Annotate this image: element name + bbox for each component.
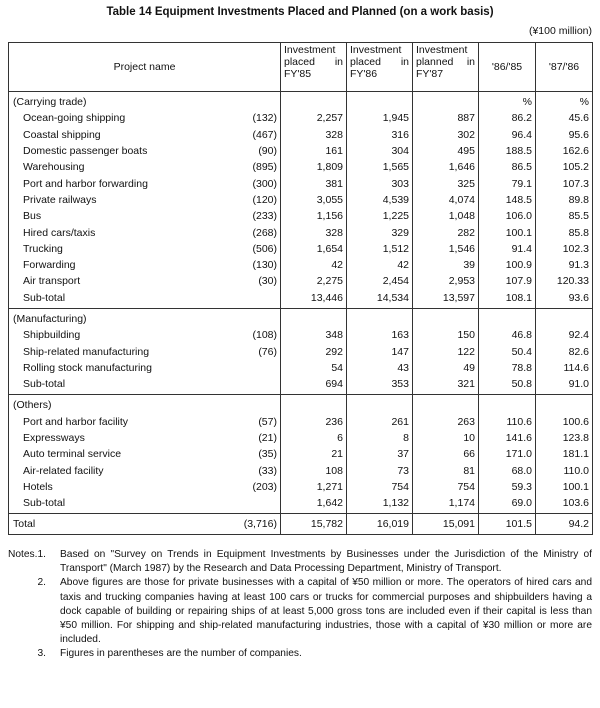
header-fy87: Investment planned in FY'87 — [413, 43, 479, 92]
ratio-86-85: 171.0 — [479, 446, 536, 462]
investment-fy85: 42 — [281, 257, 347, 273]
investment-fy87: 66 — [413, 446, 479, 462]
investment-fy87: 10 — [413, 430, 479, 446]
project-name: Ship-related manufacturing — [9, 343, 221, 359]
investment-fy85: 108 — [281, 463, 347, 479]
investment-fy85: 1,809 — [281, 159, 347, 175]
ratio-87-86: 181.1 — [536, 446, 593, 462]
ratio-86-85: 148.5 — [479, 192, 536, 208]
total-ratio-86-85: 101.5 — [479, 514, 536, 535]
ratio-86-85: 96.4 — [479, 127, 536, 143]
investment-fy86: 42 — [347, 257, 413, 273]
ratio-86-85: 50.8 — [479, 376, 536, 395]
investment-fy85: 328 — [281, 127, 347, 143]
section-header-row — [9, 92, 593, 111]
ratio-86-85: 79.1 — [479, 175, 536, 191]
investment-fy87: 282 — [413, 224, 479, 240]
investment-fy87: 2,953 — [413, 273, 479, 289]
ratio-86-85: 107.9 — [479, 273, 536, 289]
investment-fy86: 1,132 — [347, 495, 413, 514]
project-name: Forwarding — [9, 257, 221, 273]
investment-fy85: 21 — [281, 446, 347, 462]
table-row — [9, 175, 593, 191]
investment-fy86: 147 — [347, 343, 413, 359]
value-cell — [347, 395, 413, 414]
header-ratio-86-85: '86/'85 — [479, 43, 536, 92]
investment-fy85: 381 — [281, 175, 347, 191]
table-row — [9, 208, 593, 224]
ratio-86-85: 69.0 — [479, 495, 536, 514]
ratio-87-86: 110.0 — [536, 463, 593, 479]
ratio-86-85: 50.4 — [479, 343, 536, 359]
total-fy86: 16,019 — [347, 514, 413, 535]
ratio-86-85: 100.1 — [479, 224, 536, 240]
project-name: Domestic passenger boats — [9, 143, 221, 159]
investment-fy85: 2,257 — [281, 110, 347, 126]
table-row — [9, 159, 593, 175]
ratio-87-86: 100.6 — [536, 414, 593, 430]
ratio-cell — [536, 308, 593, 327]
investment-fy85: 328 — [281, 224, 347, 240]
investment-fy87: 263 — [413, 414, 479, 430]
ratio-87-86: 103.6 — [536, 495, 593, 514]
investment-fy86: 353 — [347, 376, 413, 395]
value-cell — [413, 395, 479, 414]
investment-fy85: 1,271 — [281, 479, 347, 495]
ratio-86-85: 59.3 — [479, 479, 536, 495]
ratio-87-86: 105.2 — [536, 159, 593, 175]
investment-fy87: 302 — [413, 127, 479, 143]
investment-fy86: 1,512 — [347, 241, 413, 257]
company-count: (130) — [221, 257, 281, 273]
total-row — [9, 514, 593, 535]
ratio-87-86: 82.6 — [536, 343, 593, 359]
value-cell — [347, 308, 413, 327]
investment-table — [8, 42, 593, 535]
company-count: (108) — [221, 327, 281, 343]
value-cell — [347, 92, 413, 111]
ratio-87-86: 85.8 — [536, 224, 593, 240]
project-name: Air-related facility — [9, 463, 221, 479]
table-row — [9, 446, 593, 462]
investment-fy86: 43 — [347, 360, 413, 376]
company-count: (895) — [221, 159, 281, 175]
project-name: Hotels — [9, 479, 221, 495]
count-cell — [221, 395, 281, 414]
unit-label: (¥100 million) — [528, 25, 592, 37]
table-row — [9, 327, 593, 343]
ratio-87-86: 107.3 — [536, 175, 593, 191]
notes-label: Notes.1. — [8, 549, 46, 560]
investment-fy85: 1,156 — [281, 208, 347, 224]
company-count: (76) — [221, 343, 281, 359]
investment-fy86: 329 — [347, 224, 413, 240]
investment-fy85: 694 — [281, 376, 347, 395]
ratio-87-86: 85.5 — [536, 208, 593, 224]
total-count: (3,716) — [221, 514, 281, 535]
note-text: Based on "Survey on Trends in Equipment Investments by Businesses under the Jurisdiction of the Ministry of Transport" (March 1987) by the Research and Data Processing Department, Ministry of Transport. — [60, 549, 592, 575]
note-number: 2. — [37, 577, 46, 589]
subtotal-row — [9, 376, 593, 395]
table-body — [9, 92, 593, 535]
value-cell — [413, 92, 479, 111]
investment-fy85: 236 — [281, 414, 347, 430]
investment-fy86: 4,539 — [347, 192, 413, 208]
company-count: (203) — [221, 479, 281, 495]
investment-fy87: 754 — [413, 479, 479, 495]
ratio-87-86: 120.33 — [536, 273, 593, 289]
section-label: (Carrying trade) — [9, 92, 221, 111]
investment-fy87: 4,074 — [413, 192, 479, 208]
company-count: (467) — [221, 127, 281, 143]
investment-fy86: 163 — [347, 327, 413, 343]
company-count: (33) — [221, 463, 281, 479]
company-count — [221, 290, 281, 309]
project-name: Hired cars/taxis — [9, 224, 221, 240]
note-1 — [8, 548, 592, 576]
ratio-87-86: 102.3 — [536, 241, 593, 257]
project-name: Auto terminal service — [9, 446, 221, 462]
investment-fy87: 887 — [413, 110, 479, 126]
company-count: (120) — [221, 192, 281, 208]
investment-fy86: 14,534 — [347, 290, 413, 309]
ratio-86-85: 86.5 — [479, 159, 536, 175]
project-name: Expressways — [9, 430, 221, 446]
investment-fy87: 122 — [413, 343, 479, 359]
table-row — [9, 192, 593, 208]
investment-fy86: 1,225 — [347, 208, 413, 224]
investment-fy86: 261 — [347, 414, 413, 430]
project-name: Rolling stock manufacturing — [9, 360, 221, 376]
ratio-87-86: 114.6 — [536, 360, 593, 376]
header-fy86: Investment placed in FY'86 — [347, 43, 413, 92]
table-row — [9, 143, 593, 159]
investment-fy86: 8 — [347, 430, 413, 446]
table-row — [9, 479, 593, 495]
company-count: (21) — [221, 430, 281, 446]
project-name: Port and harbor forwarding — [9, 175, 221, 191]
ratio-87-86: 91.3 — [536, 257, 593, 273]
ratio-86-85: 78.8 — [479, 360, 536, 376]
subtotal-row — [9, 495, 593, 514]
ratio-cell — [536, 395, 593, 414]
company-count — [221, 360, 281, 376]
ratio-87-86: 95.6 — [536, 127, 593, 143]
investment-fy87: 1,546 — [413, 241, 479, 257]
header-row — [9, 43, 593, 92]
table-row — [9, 224, 593, 240]
count-cell — [221, 92, 281, 111]
investment-fy87: 13,597 — [413, 290, 479, 309]
investment-fy87: 495 — [413, 143, 479, 159]
company-count: (300) — [221, 175, 281, 191]
project-name: Sub-total — [9, 495, 221, 514]
investment-fy87: 325 — [413, 175, 479, 191]
investment-fy85: 292 — [281, 343, 347, 359]
company-count — [221, 495, 281, 514]
header-ratio-87-86: '87/'86 — [536, 43, 593, 92]
project-name: Air transport — [9, 273, 221, 289]
subtotal-row — [9, 290, 593, 309]
section-label: (Manufacturing) — [9, 308, 221, 327]
ratio-86-85: 46.8 — [479, 327, 536, 343]
company-count: (30) — [221, 273, 281, 289]
investment-fy87: 1,174 — [413, 495, 479, 514]
total-fy85: 15,782 — [281, 514, 347, 535]
section-header-row — [9, 308, 593, 327]
investment-fy85: 161 — [281, 143, 347, 159]
investment-fy87: 1,048 — [413, 208, 479, 224]
project-name: Port and harbor facility — [9, 414, 221, 430]
ratio-86-85: 106.0 — [479, 208, 536, 224]
total-label: Total — [9, 514, 221, 535]
ratio-87-86: 162.6 — [536, 143, 593, 159]
project-name: Trucking — [9, 241, 221, 257]
table-row — [9, 360, 593, 376]
ratio-cell — [479, 308, 536, 327]
value-cell — [281, 92, 347, 111]
ratio-87-86: 123.8 — [536, 430, 593, 446]
note-text: Above figures are those for private businesses with a capital of ¥50 million or more. The operators of hired cars and taxis and trucking companies having at least 100 cars or trucks for commercial purposes and shipbuilders having a dock capable of building or repairing ships of at least 5,000 gross tons are included even if their capital is less than ¥50 million. For shipping and ship-related manufacturing industries, those with a capital of ¥30 million or more are included. — [60, 577, 592, 646]
company-count: (35) — [221, 446, 281, 462]
note-2 — [8, 576, 592, 647]
note-3 — [8, 647, 592, 661]
percent-unit: % — [536, 92, 593, 111]
investment-fy85: 3,055 — [281, 192, 347, 208]
investment-fy87: 321 — [413, 376, 479, 395]
ratio-87-86: 89.8 — [536, 192, 593, 208]
table-title: Table 14 Equipment Investments Placed and Planned (on a work basis) — [106, 6, 494, 18]
investment-fy86: 316 — [347, 127, 413, 143]
investment-fy87: 81 — [413, 463, 479, 479]
table-row — [9, 343, 593, 359]
investment-fy86: 304 — [347, 143, 413, 159]
investment-fy86: 754 — [347, 479, 413, 495]
total-ratio-87-86: 94.2 — [536, 514, 593, 535]
investment-fy85: 6 — [281, 430, 347, 446]
company-count — [221, 376, 281, 395]
project-name: Coastal shipping — [9, 127, 221, 143]
section-header-row — [9, 395, 593, 414]
count-cell — [221, 308, 281, 327]
ratio-86-85: 91.4 — [479, 241, 536, 257]
table-row — [9, 273, 593, 289]
investment-fy85: 348 — [281, 327, 347, 343]
total-fy87: 15,091 — [413, 514, 479, 535]
ratio-cell — [479, 395, 536, 414]
header-project-name: Project name — [9, 43, 281, 92]
investment-fy86: 73 — [347, 463, 413, 479]
project-name: Warehousing — [9, 159, 221, 175]
ratio-86-85: 110.6 — [479, 414, 536, 430]
header-fy85: Investment placed in FY'85 — [281, 43, 347, 92]
value-cell — [281, 395, 347, 414]
percent-unit: % — [479, 92, 536, 111]
ratio-87-86: 93.6 — [536, 290, 593, 309]
ratio-86-85: 68.0 — [479, 463, 536, 479]
investment-fy87: 150 — [413, 327, 479, 343]
table-row — [9, 430, 593, 446]
value-cell — [281, 308, 347, 327]
section-label: (Others) — [9, 395, 221, 414]
ratio-86-85: 141.6 — [479, 430, 536, 446]
investment-fy85: 1,642 — [281, 495, 347, 514]
project-name: Private railways — [9, 192, 221, 208]
project-name: Sub-total — [9, 290, 221, 309]
investment-fy86: 1,945 — [347, 110, 413, 126]
company-count: (132) — [221, 110, 281, 126]
investment-fy85: 2,275 — [281, 273, 347, 289]
company-count: (90) — [221, 143, 281, 159]
investment-fy85: 1,654 — [281, 241, 347, 257]
company-count: (57) — [221, 414, 281, 430]
note-number: 3. — [37, 648, 46, 660]
ratio-87-86: 100.1 — [536, 479, 593, 495]
ratio-86-85: 188.5 — [479, 143, 536, 159]
notes-section — [8, 548, 592, 662]
company-count: (506) — [221, 241, 281, 257]
table-row — [9, 257, 593, 273]
note-text: Figures in parentheses are the number of companies. — [60, 648, 302, 660]
table-row — [9, 110, 593, 126]
project-name: Ocean-going shipping — [9, 110, 221, 126]
ratio-87-86: 91.0 — [536, 376, 593, 395]
investment-fy85: 13,446 — [281, 290, 347, 309]
investment-fy86: 303 — [347, 175, 413, 191]
table-row — [9, 463, 593, 479]
ratio-86-85: 100.9 — [479, 257, 536, 273]
company-count: (233) — [221, 208, 281, 224]
investment-fy86: 1,565 — [347, 159, 413, 175]
value-cell — [413, 308, 479, 327]
table-row — [9, 241, 593, 257]
project-name: Sub-total — [9, 376, 221, 395]
table-row — [9, 414, 593, 430]
ratio-86-85: 108.1 — [479, 290, 536, 309]
ratio-87-86: 92.4 — [536, 327, 593, 343]
investment-fy86: 2,454 — [347, 273, 413, 289]
project-name: Bus — [9, 208, 221, 224]
ratio-86-85: 86.2 — [479, 110, 536, 126]
company-count: (268) — [221, 224, 281, 240]
investment-fy87: 39 — [413, 257, 479, 273]
ratio-87-86: 45.6 — [536, 110, 593, 126]
project-name: Shipbuilding — [9, 327, 221, 343]
investment-fy87: 49 — [413, 360, 479, 376]
investment-fy85: 54 — [281, 360, 347, 376]
investment-fy86: 37 — [347, 446, 413, 462]
table-row — [9, 127, 593, 143]
investment-fy87: 1,646 — [413, 159, 479, 175]
